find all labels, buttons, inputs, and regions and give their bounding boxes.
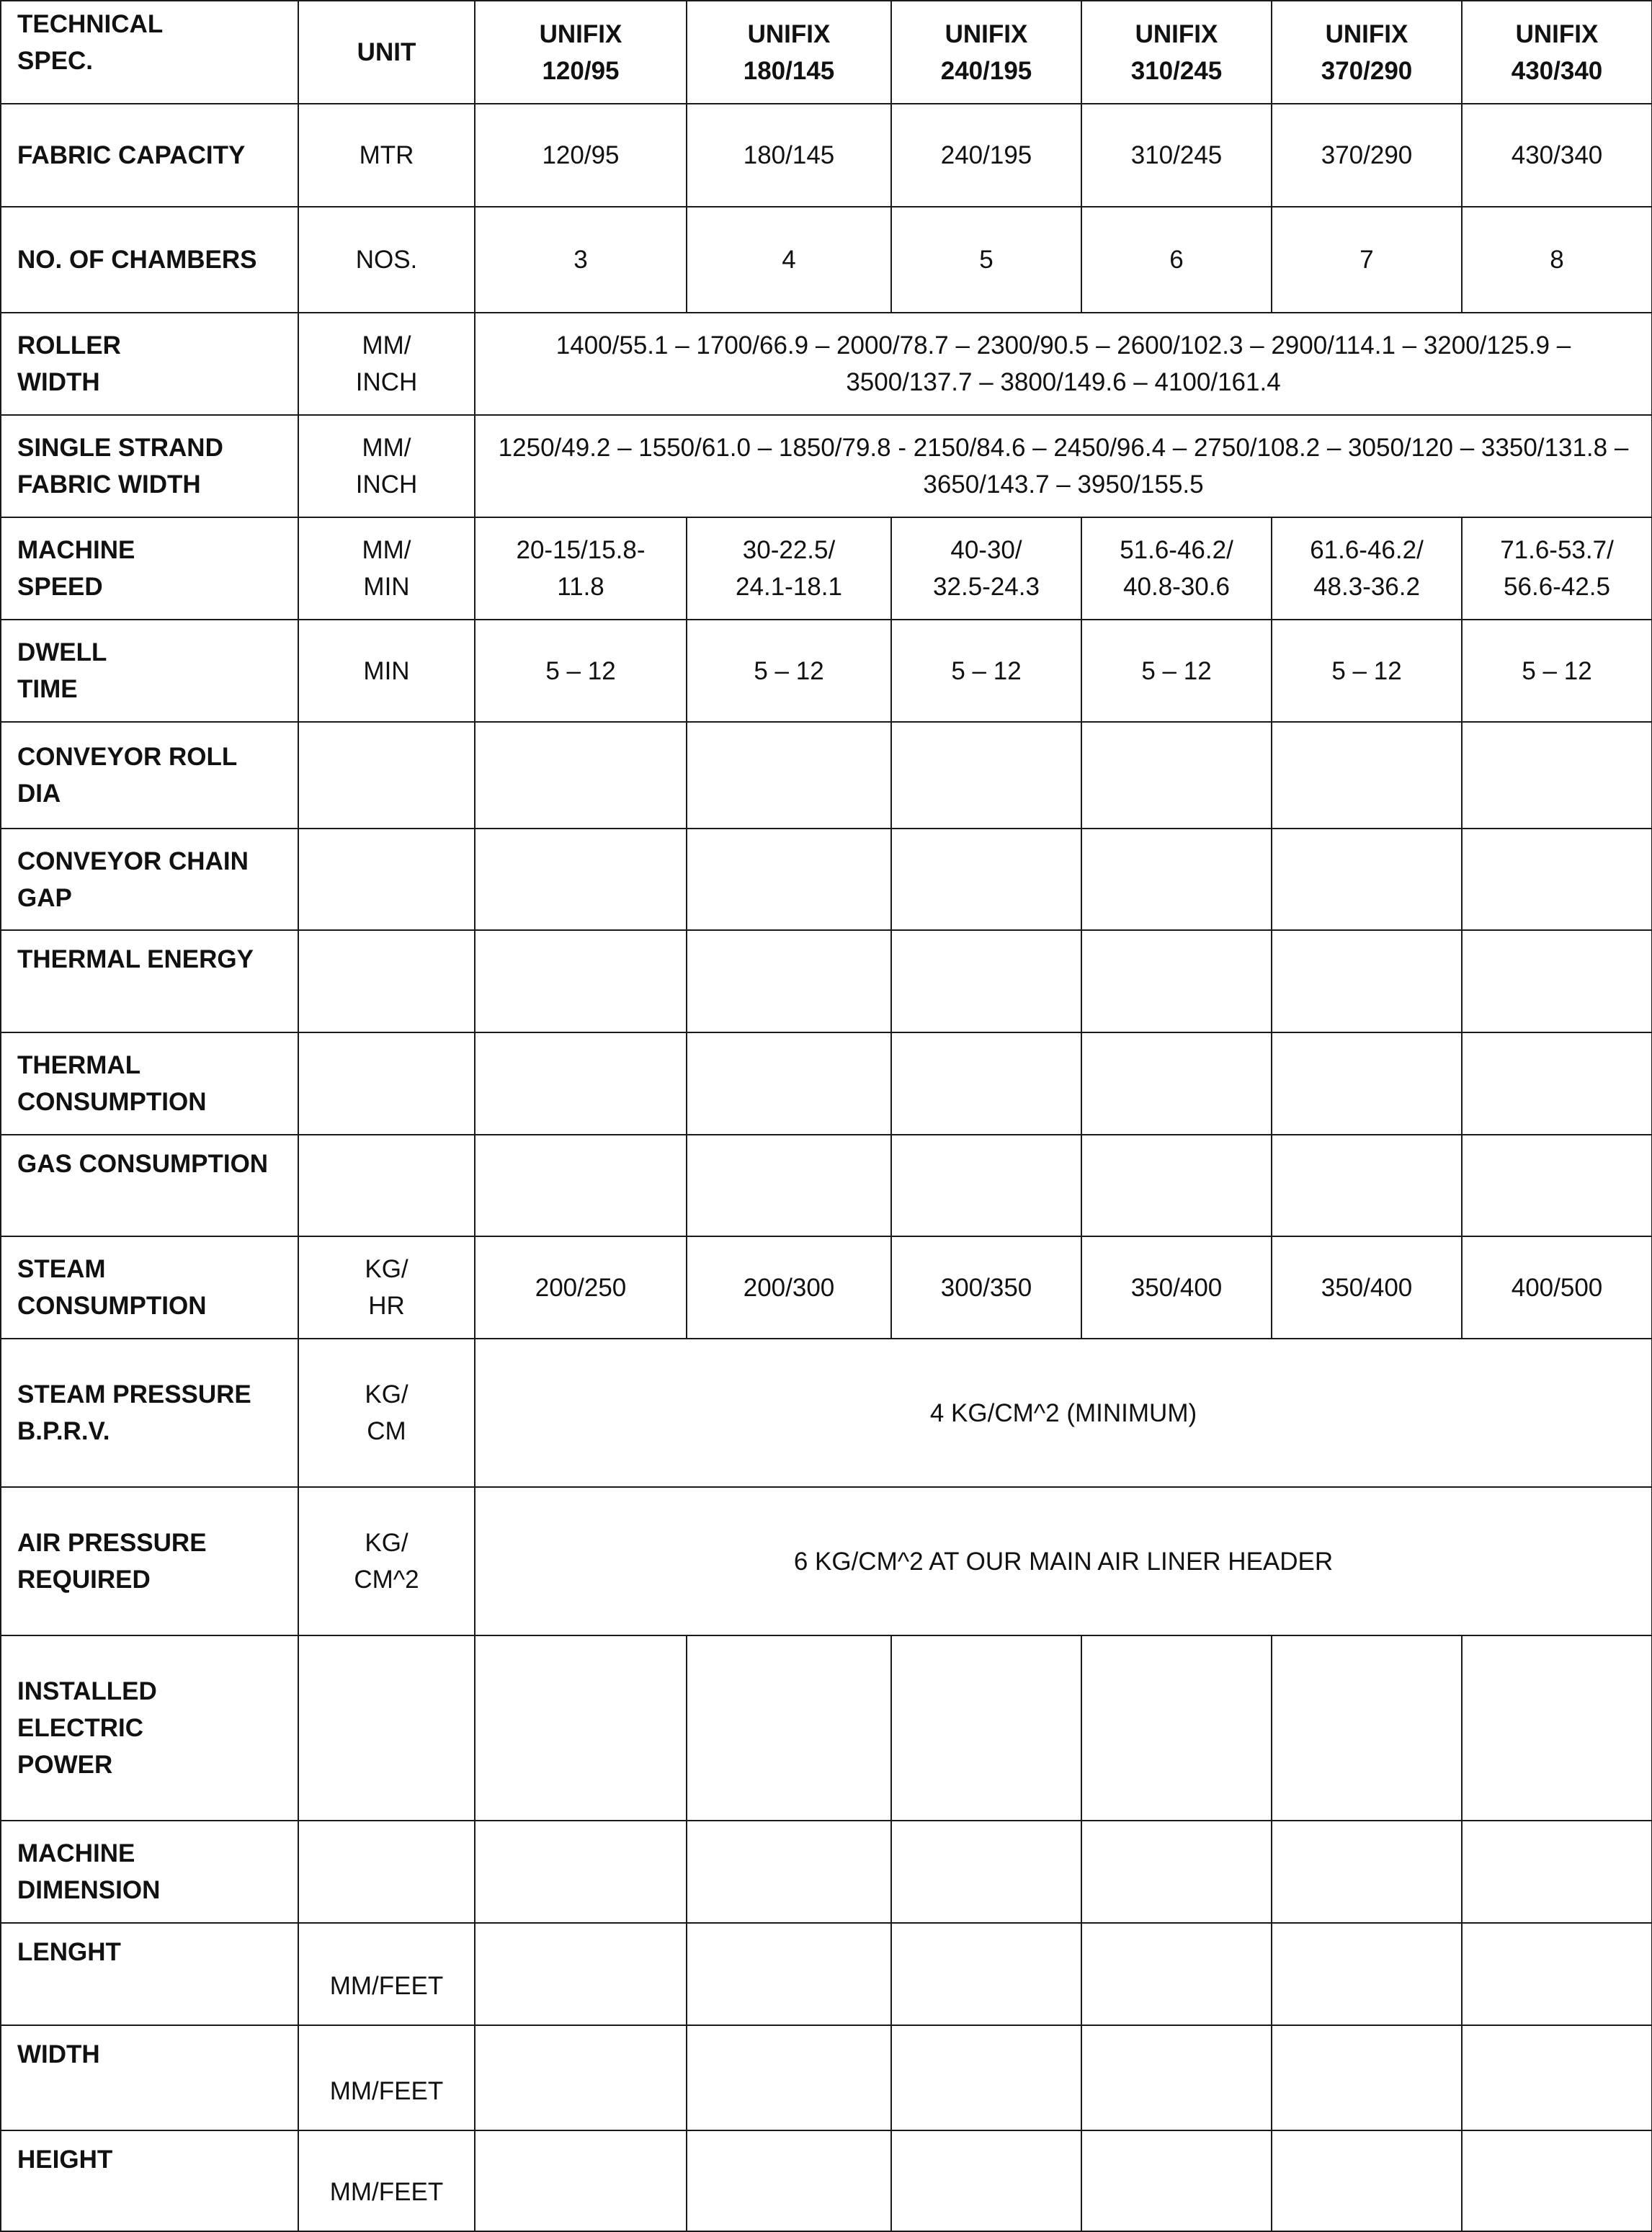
empty-cell [687, 1032, 891, 1135]
empty-cell [475, 930, 687, 1032]
empty-cell [687, 2130, 891, 2231]
empty-cell [1462, 722, 1652, 829]
row-label-line-1: INSTALLED ELECTRIC [17, 1677, 157, 1742]
row-label: STEAM CONSUMPTION [1, 1236, 298, 1339]
row-installed-electric-power [1, 1635, 1652, 1821]
row-roller-width [1, 313, 1652, 415]
empty-cell [475, 1135, 687, 1236]
empty-cell [687, 930, 891, 1032]
empty-cell [1081, 1032, 1272, 1135]
empty-cell [1081, 829, 1272, 930]
row-label-line-1: STEAM PRESSURE [17, 1380, 251, 1409]
empty-cell [475, 722, 687, 829]
row-width [1, 2025, 1652, 2130]
empty-cell [1081, 722, 1272, 829]
cell-value: 350/400 [1081, 1236, 1272, 1339]
cell-value: 5 – 12 [1462, 620, 1652, 722]
row-label [1, 1339, 298, 1487]
header-technical-spec: TECHNICAL SPEC. [1, 1, 298, 104]
row-single-strand-fabric-width [1, 415, 1652, 517]
row-label: LENGHT [1, 1923, 298, 2025]
empty-cell [687, 1923, 891, 2025]
header-model-430-340: UNIFIX 430/340 [1462, 1, 1652, 104]
row-steam-pressure [1, 1339, 1652, 1487]
empty-cell [1272, 1032, 1462, 1135]
empty-cell [687, 2025, 891, 2130]
empty-cell [1081, 1135, 1272, 1236]
row-unit [298, 1032, 475, 1135]
row-unit [298, 1821, 475, 1923]
header-model-240-195: UNIFIX 240/195 [891, 1, 1081, 104]
cell-value: 51.6-46.2/ 40.8-30.6 [1081, 517, 1272, 620]
empty-cell [475, 2130, 687, 2231]
row-label-line-2: REQUIRED [17, 1566, 151, 1594]
row-label: CONVEYOR CHAIN GAP [1, 829, 298, 930]
empty-cell [1462, 1821, 1652, 1923]
cell-value: 350/400 [1272, 1236, 1462, 1339]
cell-value: 370/290 [1272, 104, 1462, 207]
cell-value: 430/340 [1462, 104, 1652, 207]
cell-value: 120/95 [475, 104, 687, 207]
empty-cell [1272, 1821, 1462, 1923]
empty-cell [1462, 2025, 1652, 2130]
row-label: NO. OF CHAMBERS [1, 207, 298, 313]
empty-cell [1462, 930, 1652, 1032]
row-unit: MM/FEET [298, 2025, 475, 2130]
row-machine-dimension [1, 1821, 1652, 1923]
row-label: WIDTH [1, 2025, 298, 2130]
empty-cell [1462, 829, 1652, 930]
row-label-line-2: POWER [17, 1751, 113, 1779]
empty-cell [1272, 1923, 1462, 2025]
row-steam-consumption [1, 1236, 1652, 1339]
cell-value: 300/350 [891, 1236, 1081, 1339]
empty-cell [475, 1923, 687, 2025]
row-conveyor-roll-dia [1, 722, 1652, 829]
merged-value: 4 KG/CM^2 (MINIMUM) [475, 1339, 1652, 1487]
row-thermal-consumption [1, 1032, 1652, 1135]
row-gas-consumption [1, 1135, 1652, 1236]
row-unit: KG/ CM^2 [298, 1487, 475, 1635]
empty-cell [475, 1821, 687, 1923]
row-label: DWELL TIME [1, 620, 298, 722]
row-fabric-capacity [1, 104, 1652, 207]
row-unit [298, 722, 475, 829]
row-label: THERMAL CONSUMPTION [1, 1032, 298, 1135]
row-no-of-chambers [1, 207, 1652, 313]
empty-cell [891, 829, 1081, 930]
row-unit [298, 1635, 475, 1821]
row-label [1, 1487, 298, 1635]
cell-value: 30-22.5/ 24.1-18.1 [687, 517, 891, 620]
cell-value: 200/250 [475, 1236, 687, 1339]
row-thermal-energy [1, 930, 1652, 1032]
row-unit: MIN [298, 620, 475, 722]
cell-value: 7 [1272, 207, 1462, 313]
cell-value: 3 [475, 207, 687, 313]
empty-cell [1272, 1635, 1462, 1821]
empty-cell [891, 722, 1081, 829]
row-label: CONVEYOR ROLL DIA [1, 722, 298, 829]
empty-cell [891, 1032, 1081, 1135]
empty-cell [475, 1032, 687, 1135]
empty-cell [891, 1135, 1081, 1236]
cell-value: 5 – 12 [475, 620, 687, 722]
empty-cell [1272, 2130, 1462, 2231]
merged-value: 1250/49.2 – 1550/61.0 – 1850/79.8 - 2150/84.6 – 2450/96.4 – 2750/108.2 – 3050/120 – 3350/131.8 – 3650/143.7 – 3950/155.5 [475, 415, 1652, 517]
cell-value: 400/500 [1462, 1236, 1652, 1339]
empty-cell [1081, 1635, 1272, 1821]
empty-cell [891, 1821, 1081, 1923]
header-model-180-145: UNIFIX 180/145 [687, 1, 891, 104]
row-label [1, 1635, 298, 1821]
empty-cell [891, 930, 1081, 1032]
row-label: ROLLER WIDTH [1, 313, 298, 415]
row-unit: MM/FEET [298, 1923, 475, 2025]
empty-cell [1462, 2130, 1652, 2231]
empty-cell [1272, 829, 1462, 930]
empty-cell [1081, 930, 1272, 1032]
header-unit: UNIT [298, 1, 475, 104]
row-lenght [1, 1923, 1652, 2025]
row-unit: MM/FEET [298, 2130, 475, 2231]
cell-value: 5 – 12 [891, 620, 1081, 722]
row-air-pressure [1, 1487, 1652, 1635]
row-unit: MM/ INCH [298, 313, 475, 415]
row-label: MACHINE DIMENSION [1, 1821, 298, 1923]
header-model-310-245: UNIFIX 310/245 [1081, 1, 1272, 104]
row-unit [298, 829, 475, 930]
header-row [1, 1, 1652, 104]
row-label: GAS CONSUMPTION [1, 1135, 298, 1236]
merged-value: 6 KG/CM^2 AT OUR MAIN AIR LINER HEADER [475, 1487, 1652, 1635]
row-label: SINGLE STRAND FABRIC WIDTH [1, 415, 298, 517]
empty-cell [1272, 930, 1462, 1032]
empty-cell [1462, 1635, 1652, 1821]
cell-value: 40-30/ 32.5-24.3 [891, 517, 1081, 620]
row-unit [298, 1135, 475, 1236]
empty-cell [475, 1635, 687, 1821]
empty-cell [1462, 1032, 1652, 1135]
row-label: FABRIC CAPACITY [1, 104, 298, 207]
row-unit: MTR [298, 104, 475, 207]
cell-value: 5 [891, 207, 1081, 313]
empty-cell [1272, 1135, 1462, 1236]
cell-value: 4 [687, 207, 891, 313]
header-model-120-95: UNIFIX 120/95 [475, 1, 687, 104]
row-unit: MM/ MIN [298, 517, 475, 620]
cell-value: 61.6-46.2/ 48.3-36.2 [1272, 517, 1462, 620]
empty-cell [475, 829, 687, 930]
empty-cell [1272, 722, 1462, 829]
row-conveyor-chain-gap [1, 829, 1652, 930]
cell-value: 310/245 [1081, 104, 1272, 207]
row-label: MACHINE SPEED [1, 517, 298, 620]
row-label: HEIGHT [1, 2130, 298, 2231]
empty-cell [1081, 2130, 1272, 2231]
empty-cell [1272, 2025, 1462, 2130]
row-dwell-time [1, 620, 1652, 722]
empty-cell [1081, 1923, 1272, 2025]
empty-cell [1462, 1135, 1652, 1236]
row-unit: MM/ INCH [298, 415, 475, 517]
row-machine-speed [1, 517, 1652, 620]
row-label-line-1: AIR PRESSURE [17, 1529, 207, 1557]
cell-value: 71.6-53.7/ 56.6-42.5 [1462, 517, 1652, 620]
cell-value: 5 – 12 [687, 620, 891, 722]
cell-value: 200/300 [687, 1236, 891, 1339]
empty-cell [891, 2025, 1081, 2130]
empty-cell [687, 1135, 891, 1236]
row-unit: NOS. [298, 207, 475, 313]
row-unit [298, 930, 475, 1032]
row-unit: KG/ HR [298, 1236, 475, 1339]
cell-value: 5 – 12 [1272, 620, 1462, 722]
empty-cell [1081, 1821, 1272, 1923]
empty-cell [687, 722, 891, 829]
empty-cell [687, 1821, 891, 1923]
cell-value: 5 – 12 [1081, 620, 1272, 722]
row-label-line-2: B.P.R.V. [17, 1417, 110, 1445]
row-label: THERMAL ENERGY [1, 930, 298, 1032]
row-height [1, 2130, 1652, 2231]
cell-value: 8 [1462, 207, 1652, 313]
empty-cell [1462, 1923, 1652, 2025]
header-model-370-290: UNIFIX 370/290 [1272, 1, 1462, 104]
cell-value: 6 [1081, 207, 1272, 313]
empty-cell [891, 2130, 1081, 2231]
cell-value: 240/195 [891, 104, 1081, 207]
empty-cell [891, 1923, 1081, 2025]
merged-value: 1400/55.1 – 1700/66.9 – 2000/78.7 – 2300/90.5 – 2600/102.3 – 2900/114.1 – 3200/125.9 – 3500/137.7 – 3800/149.6 – 4100/161.4 [475, 313, 1652, 415]
empty-cell [891, 1635, 1081, 1821]
empty-cell [687, 1635, 891, 1821]
empty-cell [475, 2025, 687, 2130]
empty-cell [1081, 2025, 1272, 2130]
empty-cell [687, 829, 891, 930]
cell-value: 20-15/15.8- 11.8 [475, 517, 687, 620]
row-unit: KG/ CM [298, 1339, 475, 1487]
cell-value: 180/145 [687, 104, 891, 207]
